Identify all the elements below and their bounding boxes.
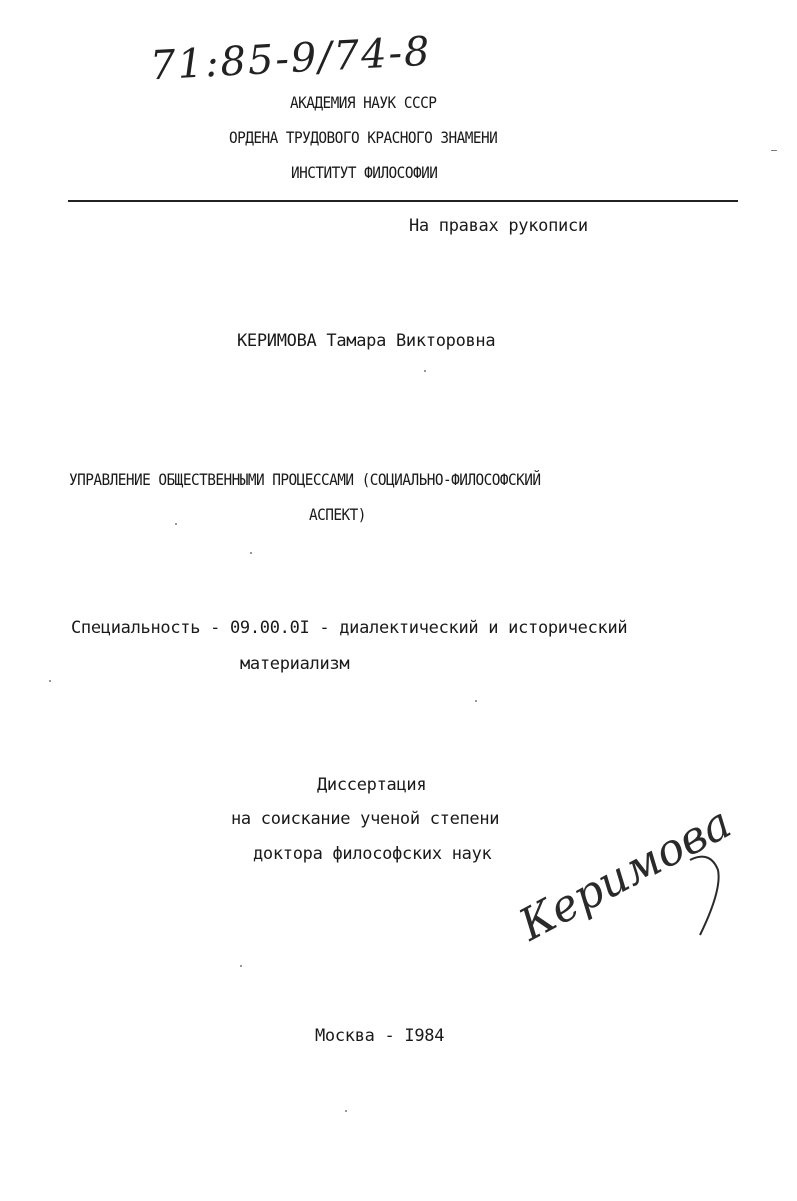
manuscript-note: На правах рукописи [409, 216, 588, 236]
scan-speck [475, 700, 477, 702]
header-order: ОРДЕНА ТРУДОВОГО КРАСНОГО ЗНАМЕНИ [229, 128, 498, 147]
signature-flourish [680, 850, 730, 940]
header-institute: ИНСТИТУТ ФИЛОСОФИИ [291, 163, 438, 182]
header-divider [68, 200, 738, 202]
specialty-line2: материализм [240, 654, 350, 674]
degree-line3: доктора философских наук [253, 844, 492, 864]
scan-speck [175, 523, 177, 525]
scan-speck [49, 680, 51, 682]
scan-speck [771, 150, 777, 151]
dissertation-title-line1: УПРАВЛЕНИЕ ОБЩЕСТВЕННЫМИ ПРОЦЕССАМИ (СОЦИАЛЬНО-ФИЛОСОФСКИЙ [69, 470, 541, 489]
author-signature: Керимова [511, 797, 740, 951]
header-academy: АКАДЕМИЯ НАУК СССР [290, 93, 437, 112]
scan-speck [424, 370, 426, 372]
dissertation-title-line2: АСПЕКТ) [309, 505, 366, 524]
author-name: КЕРИМОВА Тамара Викторовна [237, 331, 496, 351]
scan-speck [250, 552, 252, 554]
scan-speck [240, 965, 242, 967]
specialty-line1: Специальность - 09.00.0I - диалектический и исторический [71, 618, 628, 638]
place-year: Москва - I984 [315, 1026, 445, 1046]
archive-code: 71:85-9/74-8 [148, 28, 433, 90]
degree-line2: на соискание ученой степени [231, 809, 500, 829]
scan-speck [345, 1110, 347, 1112]
degree-line1: Диссертация [317, 775, 427, 795]
